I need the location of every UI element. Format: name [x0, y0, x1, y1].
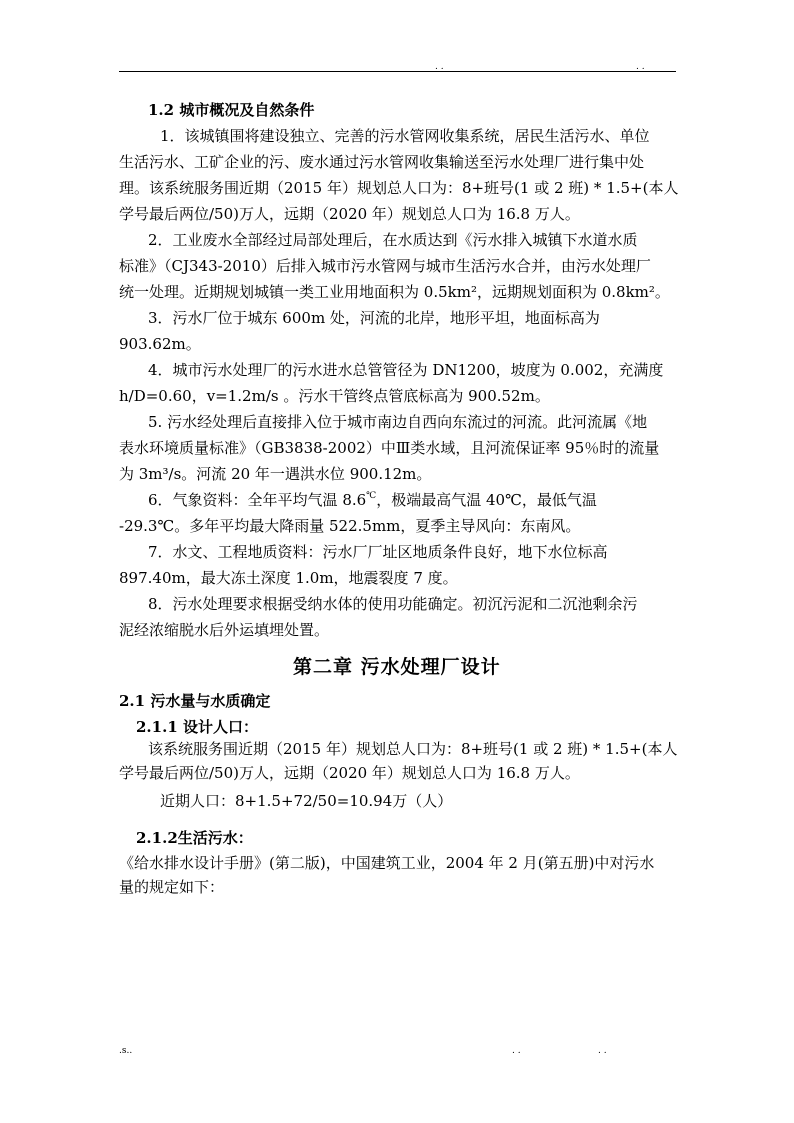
para-line: 理。该系统服务围近期（2015 年）规划总人口为：8+班号(1 或 2 班) * 1.5+(本人 [119, 179, 679, 197]
para-line: 学号最后两位/50)万人，远期（2020 年）规划总人口为 16.8 万人。 [119, 205, 580, 223]
para-line-meteorology [148, 490, 597, 510]
para-line: h/D=0.60，v=1.2m/s 。污水干管终点管底标高为 900.52m。 [119, 387, 550, 405]
meteo-text-2: ，极端最高气温 40℃，最低气温 [376, 491, 597, 509]
para-line: 7．水文、工程地质资料：污水厂厂址区地质条件良好，地下水位标高 [148, 543, 608, 561]
para-line: 5. 污水经处理后直接排入位于城市南边自西向东流过的河流。此河流属《地 [148, 413, 648, 431]
celsius-sup: ℃ [366, 491, 377, 501]
para-line: 《给水排水设计手册》(第二版)，中国建筑工业，2004 年 2 月(第五册)中对污水 [119, 854, 655, 872]
para-line: -29.3℃。多年平均最大降雨量 522.5mm，夏季主导风向：东南风。 [119, 517, 581, 535]
para-line: 3．污水厂位于城东 600m 处，河流的北岸，地形平坦，地面标高为 [148, 309, 600, 327]
header-dots-right: . . [636, 62, 645, 72]
section-2-1-title: 2.1 污水量与水质确定 [119, 692, 271, 710]
para-line: 1．该城镇围将建设独立、完善的污水管网收集系统，居民生活污水、单位 [160, 127, 650, 145]
para-line: 学号最后两位/50)万人，远期（2020 年）规划总人口为 16.8 万人。 [119, 764, 580, 782]
para-line: 量的规定如下： [119, 878, 225, 896]
section-2-1-2-title: 2.1.2生活污水： [136, 829, 253, 847]
footer-dots-center: . . [512, 1046, 521, 1056]
para-line: 表水环境质量标准》（GB3838-2002）中Ⅲ类水域，且河流保证率 95％时的流量 [119, 439, 660, 457]
para-line: 897.40m，最大冻土深度 1.0m，地震裂度 7 度。 [119, 569, 458, 587]
para-line: 该系统服务围近期（2015 年）规划总人口为：8+班号(1 或 2 班) * 1.5+(本人 [148, 740, 678, 758]
header-rule [119, 71, 676, 72]
para-line: 903.62m。 [119, 335, 201, 353]
footer-dots-right: . . [598, 1046, 607, 1056]
footer-left: .s.. [119, 1046, 133, 1056]
para-line: 统一处理。近期规划城镇一类工业用地面积为 0.5km²，远期规划面积为 0.8km²。 [119, 283, 670, 301]
para-line: 生活污水、工矿企业的污、废水通过污水管网收集输送至污水处理厂进行集中处 [119, 153, 645, 171]
para-line: 标准》（CJ343-2010）后排入城市污水管网与城市生活污水合并，由污水处理厂 [119, 257, 651, 275]
header-dots-center: . . [435, 62, 444, 72]
section-1-2-title: 1.2 城市概况及自然条件 [148, 101, 315, 119]
para-line: 4．城市污水处理厂的污水进水总管管径为 DN1200，坡度为 0.002，充满度 [148, 361, 664, 379]
section-2-1-1-title: 2.1.1 设计人口： [136, 718, 258, 736]
para-line: 8．污水处理要求根据受纳水体的使用功能确定。初沉污泥和二沉池剩余污 [148, 595, 638, 613]
formula-line: 近期人口：8+1.5+72/50=10.94万（人） [160, 792, 453, 810]
chapter-title: 第二章 污水处理厂设计 [293, 656, 501, 678]
para-line: 泥经浓缩脱水后外运填埋处置。 [119, 621, 330, 639]
para-line: 为 3m³/s。河流 20 年一遇洪水位 900.12m。 [119, 465, 432, 483]
para-line: 2．工业废水全部经过局部处理后，在水质达到《污水排入城镇下水道水质 [148, 231, 638, 249]
meteo-text-1: 6．气象资料：全年平均气温 8.6 [148, 491, 367, 509]
